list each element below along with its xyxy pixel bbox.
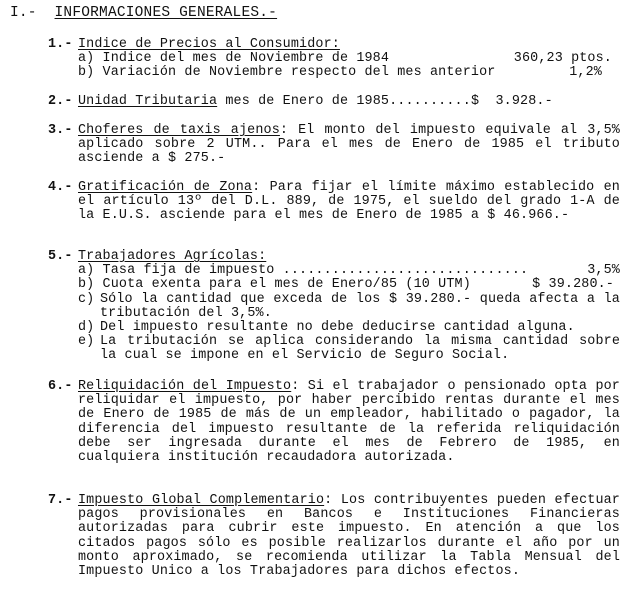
item-4 bbox=[48, 181, 620, 224]
item-5-c-text: Sólo la cantidad que exceda de los $ 39.280.- queda afecta a la tributación del 3,5%. bbox=[100, 291, 620, 321]
item-7-number: 7.- bbox=[48, 493, 73, 508]
item-5-c-mark: c) bbox=[78, 291, 95, 307]
item-2-value: $ 3.928.- bbox=[470, 94, 553, 109]
item-6-title: Reliquidación del Impuesto bbox=[78, 379, 292, 394]
heading-roman: I.- bbox=[10, 5, 37, 21]
item-6-number: 6.- bbox=[48, 379, 73, 394]
item-5-b-line bbox=[78, 278, 620, 292]
item-4-number: 4.- bbox=[48, 180, 73, 195]
item-5-b-value: $ 39.280.- bbox=[532, 277, 614, 293]
item-1 bbox=[48, 38, 620, 81]
item-7-title: Impuesto Global Complementario bbox=[78, 493, 325, 508]
item-5-a-line bbox=[78, 264, 620, 278]
item-5-title: Trabajadores Agrícolas: bbox=[78, 249, 267, 264]
item-5 bbox=[48, 250, 620, 364]
item-1-a-label: a) Indice del mes de Noviembre de 1984 bbox=[78, 51, 390, 67]
item-1-b-line bbox=[78, 66, 620, 80]
item-2-number: 2.- bbox=[48, 94, 73, 109]
item-1-number: 1.- bbox=[48, 37, 73, 52]
item-3-text: : El monto del impuesto equivale al 3,5% aplicado sobre 2 UTM.. Para el mes de Enero de 1985 el tributo asciende a $ 275.- bbox=[78, 123, 620, 167]
item-5-a-value: 3,5% bbox=[587, 263, 620, 279]
item-1-a-line bbox=[78, 52, 620, 66]
item-5-e-mark: e) bbox=[78, 334, 95, 350]
item-2-text: mes de Enero de 1985.......... bbox=[217, 94, 471, 109]
item-2 bbox=[48, 95, 620, 109]
heading-title: INFORMACIONES GENERALES.- bbox=[54, 5, 278, 21]
item-5-a-label: a) Tasa fija de impuesto .............................. bbox=[78, 263, 529, 279]
section-heading bbox=[10, 5, 277, 21]
item-1-b-value: 1,2% bbox=[569, 65, 602, 81]
item-3-title: Choferes de taxis ajenos bbox=[78, 123, 280, 138]
item-7-text: : Los contribuyentes pueden efectuar pagos provisionales en Bancos e Instituciones Financieras autorizadas para cubrir este impuesto. En atención a que los citados pagos sólo es posible realizarlos durante el año por un monto aproximado, se recomienda utilizar la Tabla Mensual del Impuesto Unico a los Trabajadores para dichos efectos. bbox=[78, 493, 620, 580]
item-5-e-text: La tributación se aplica considerando la misma cantidad sobre la cual se impone en el Servicio de Seguro Social. bbox=[100, 334, 620, 364]
item-7 bbox=[48, 494, 620, 579]
item-2-line bbox=[78, 95, 620, 109]
item-2-title: Unidad Tributaria bbox=[78, 94, 218, 109]
item-4-text: : Para fijar el límite máximo establecido en el artículo 13º del D.L. 889, de 1975, el sueldo del grado 1-A de la E.U.S. asciende para el mes de Enero de 1985 a $ 46.966.- bbox=[78, 180, 620, 224]
item-1-b-label: b) Variación de Noviembre respecto del mes anterior bbox=[78, 65, 496, 81]
item-6-text: : Si el trabajador o pensionado opta por reliquidar el impuesto, por haber percibido rentas durante el mes de Enero de 1985 de más de un empleador, habilitado o pagador, la diferencia del impuesto resultante de la referida reliquidación debe ser ingresada durante el mes de Febrero de 1985, en cualquiera institución recaudadora autorizada. bbox=[78, 379, 620, 466]
item-5-c bbox=[78, 293, 620, 321]
item-4-title: Gratificación de Zona bbox=[78, 180, 253, 195]
item-5-d-text: Del impuesto resultante no debe deducirse cantidad alguna. bbox=[100, 320, 575, 336]
item-3 bbox=[48, 124, 620, 167]
item-5-d-mark: d) bbox=[78, 320, 95, 336]
item-5-b-label: b) Cuota exenta para el mes de Enero/85 (10 UTM) bbox=[78, 277, 471, 293]
item-6 bbox=[48, 380, 620, 465]
item-5-number: 5.- bbox=[48, 249, 73, 264]
item-5-e bbox=[78, 335, 620, 363]
item-5-d bbox=[78, 321, 620, 335]
item-3-number: 3.- bbox=[48, 123, 73, 138]
item-1-a-value: 360,23 ptos. bbox=[513, 51, 612, 67]
item-1-title: Indice de Precios al Consumidor: bbox=[78, 37, 340, 52]
